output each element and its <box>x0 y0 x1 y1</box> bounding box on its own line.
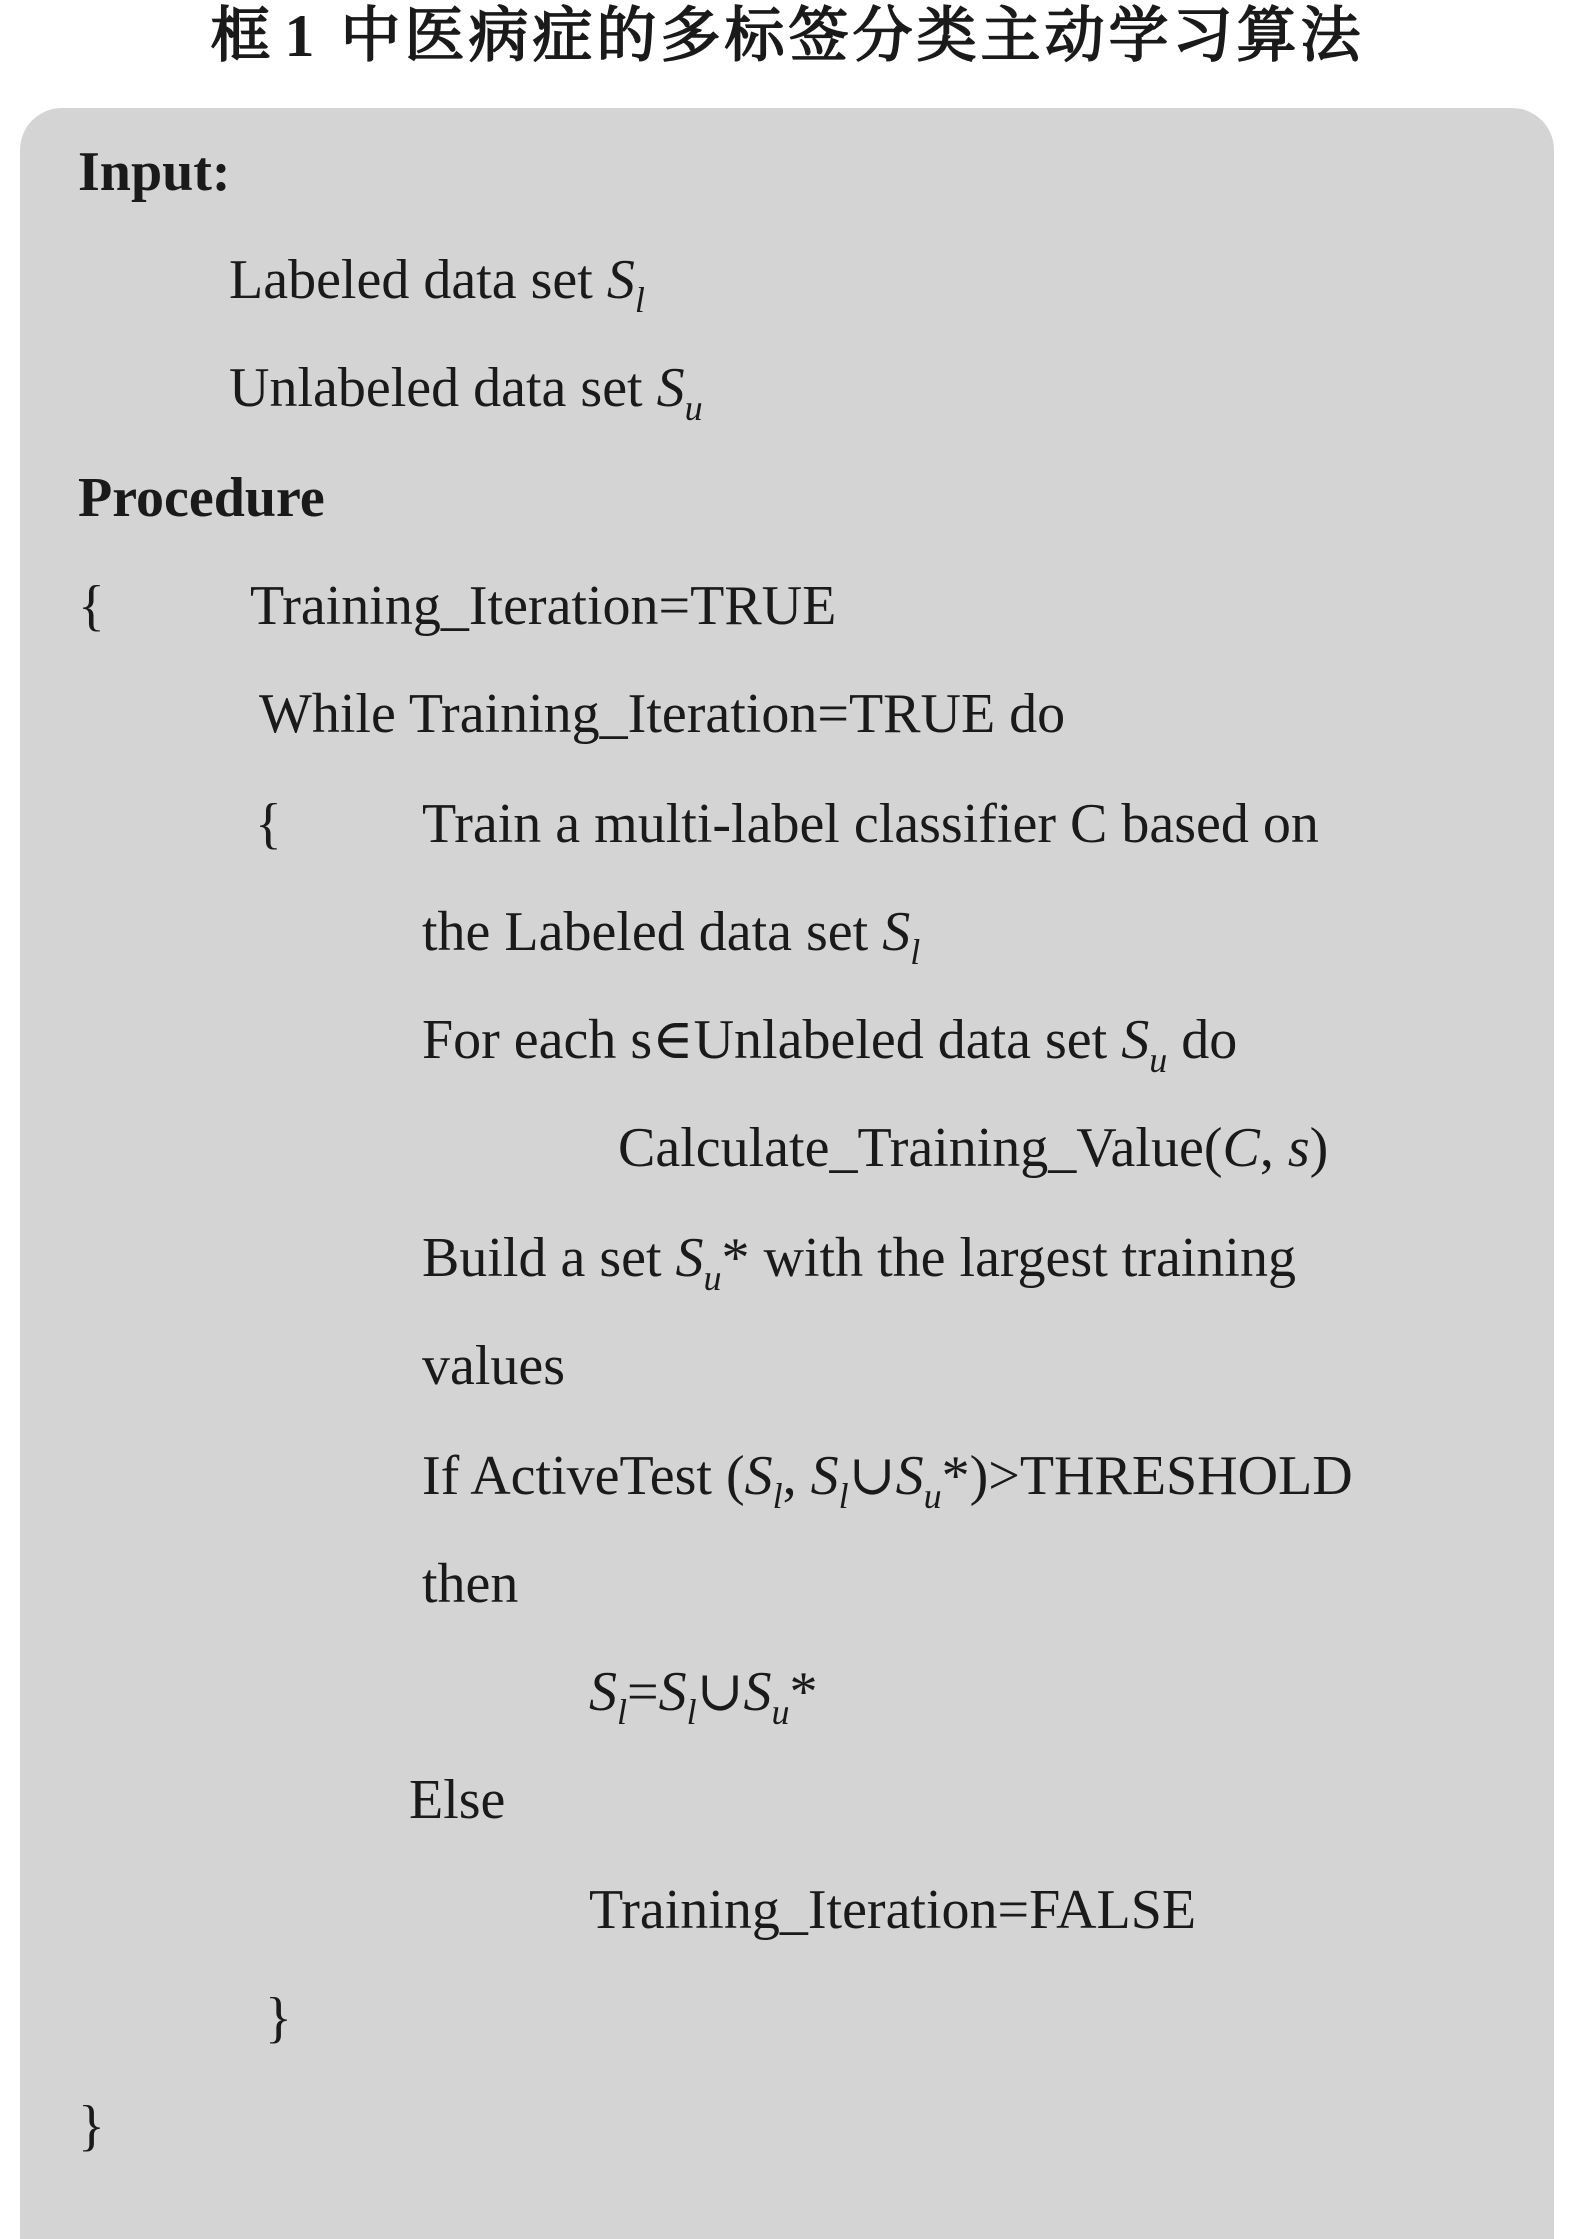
if-line: If ActiveTest ($S_l$, $S_l\cup S_u*)>THRESHOLD$ <box>422 1445 1353 1516</box>
for-each-line: For each s∈Unlabeled data set $S_u$ do <box>422 1009 1238 1080</box>
train-line-2: the Labeled data set $S_l$ <box>422 901 921 972</box>
build-line: Build a set $S_u*$ with the largest training <box>422 1227 1296 1298</box>
input-heading: Input: <box>78 141 231 203</box>
caption-title: 中医病症的多标签分类主动学习算法 <box>340 1 1365 71</box>
labeled-set-line: Labeled data set $S_l$ <box>229 249 645 320</box>
figure-caption <box>0 0 1575 80</box>
caption-prefix: 框 <box>210 1 275 71</box>
init-statement: Training_Iteration=TRUE <box>250 575 837 637</box>
train-line-1: Train a multi-label classifier C based on <box>422 793 1319 855</box>
else-line: Else <box>409 1769 506 1831</box>
outer-close-brace: } <box>78 2095 105 2157</box>
calculate-line: Calculate_Training_Value(C, s) <box>618 1117 1329 1179</box>
outer-open-brace: { <box>78 575 105 637</box>
procedure-heading: Procedure <box>78 467 325 529</box>
algorithm-box <box>20 108 1554 2239</box>
inner-open-brace: { <box>255 793 282 855</box>
assign-line: $S_l=S_l\cup S_u*$ <box>589 1661 818 1732</box>
inner-close-brace: } <box>265 1987 292 2049</box>
caption-number: 1 <box>284 3 319 69</box>
values-line: values <box>422 1335 566 1397</box>
then-line: then <box>422 1553 519 1615</box>
false-statement: Training_Iteration=FALSE <box>589 1879 1197 1941</box>
while-statement: While Training_Iteration=TRUE do <box>259 683 1066 745</box>
unlabeled-set-line: Unlabeled data set $S_u$ <box>229 357 703 428</box>
